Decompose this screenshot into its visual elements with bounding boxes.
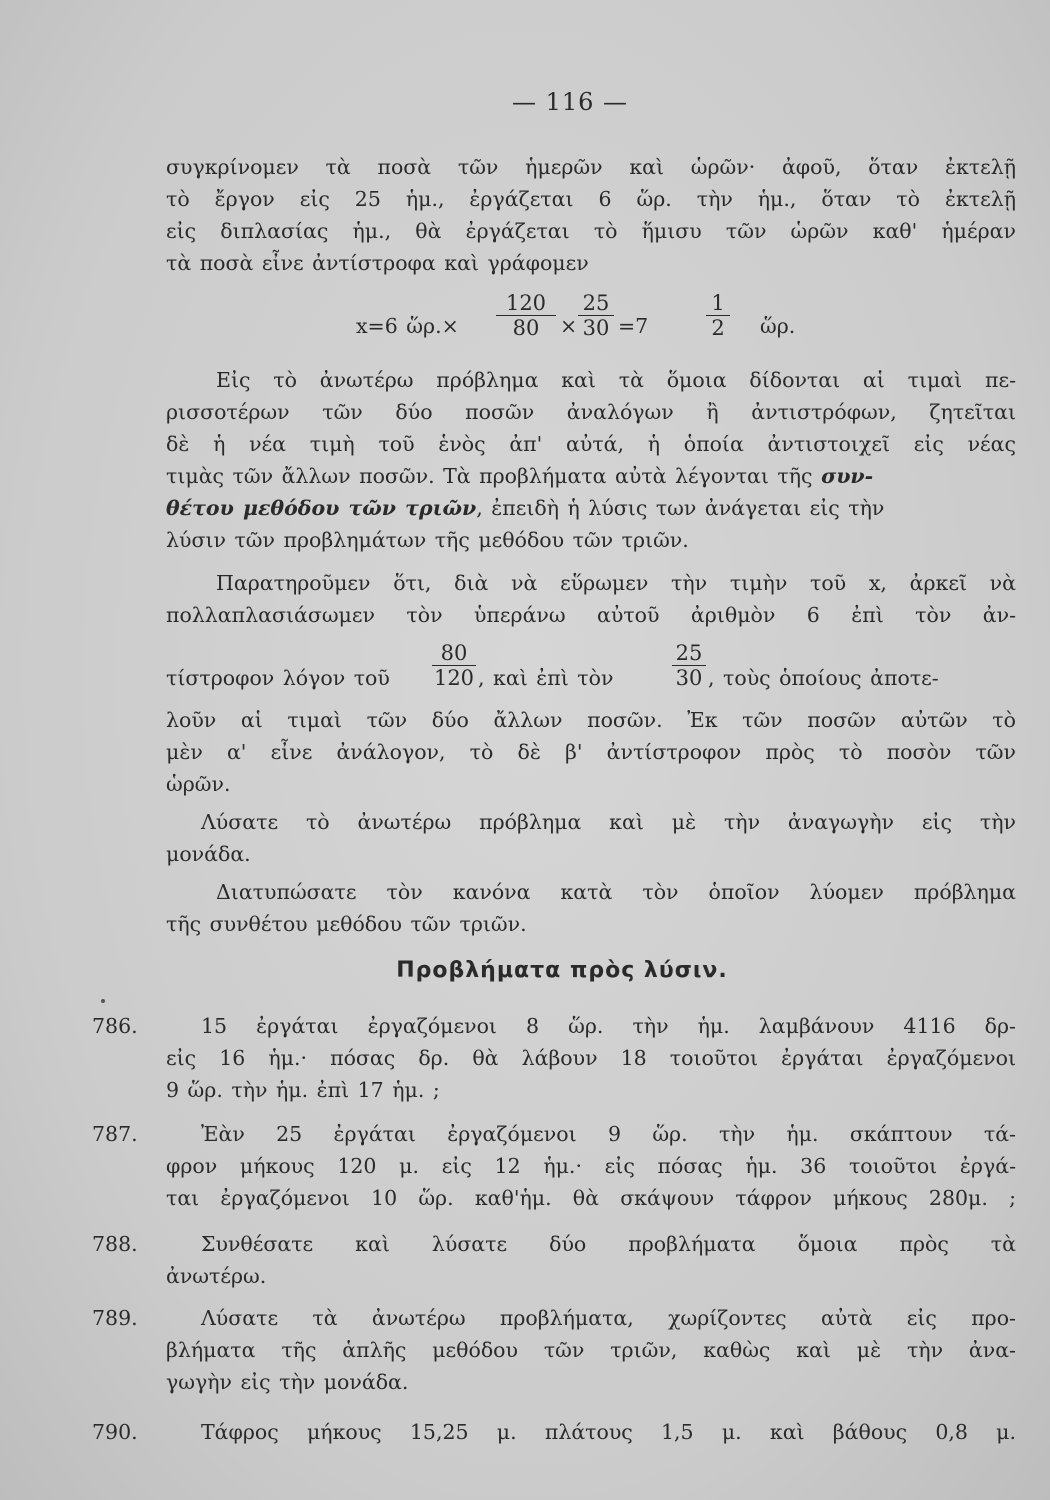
para5-line-1: Διατυπώσατε τὸν κανόνα κατὰ τὸν ὁποῖον λύομεν πρόβλημα <box>216 880 1016 904</box>
para2-line-3: δὲ ἡ νέα τιμὴ τοῦ ἑνὸς ἀπ' αὐτά, ἡ ὁποία ἀντιστοιχεῖ εἰς νέας <box>166 432 1016 456</box>
problem-789-line-2: βλήματα τῆς ἁπλῆς μεθόδου τῶν τριῶν, καθὼς καὶ μὲ τὴν ἀνα- <box>166 1338 1016 1362</box>
para1-line-4: τὰ ποσὰ εἶνε ἀντίστροφα καὶ γράφομεν <box>166 251 589 275</box>
para1-line-1: συγκρίνομεν τὰ ποσὰ τῶν ἡμερῶν καὶ ὡρῶν· ἀφοῦ, ὅταν ἐκτελῇ <box>166 155 1016 179</box>
formula-fraction-3-num: 1 <box>711 291 725 315</box>
para2-line-6: λύσιν τῶν προβλημάτων τῆς μεθόδου τῶν τριῶν. <box>166 528 689 552</box>
problem-788-number: 788. <box>92 1232 138 1256</box>
para3-line-3a: τίστροφον λόγον τοῦ <box>166 666 390 690</box>
para2-line-1: Εἰς τὸ ἀνωτέρω πρόβλημα καὶ τὰ ὅμοια δίδονται αἱ τιμαὶ πε- <box>216 368 1016 392</box>
formula-fraction-3 <box>706 292 730 339</box>
para3-fraction-b-den: 30 <box>675 666 703 690</box>
para2-line-5-text: , ἐπειδὴ ἡ λύσις των ἀνάγεται εἰς τὴν <box>476 496 885 520</box>
formula-fraction-1-num: 120 <box>505 291 547 315</box>
para1-line-2: τὸ ἔργον εἰς 25 ἡμ., ἐργάζεται 6 ὥρ. τὴν ἡμ., ὅταν τὸ ἐκτελῇ <box>166 187 1016 211</box>
para3-line-3b: , καὶ ἐπὶ τὸν <box>478 666 614 690</box>
problem-789-line-1: Λύσατε τὰ ἀνωτέρω προβλήματα, χωρίζοντες αὐτὰ εἰς προ- <box>201 1306 1016 1330</box>
problem-787-line-2: φρον μήκους 120 μ. εἰς 12 ἡμ.· εἰς πόσας ἡμ. 36 τοιοῦτοι ἐργά- <box>166 1154 1016 1178</box>
formula-times: × <box>560 314 578 338</box>
para3-line-4: λοῦν αἱ τιμαὶ τῶν δύο ἄλλων ποσῶν. Ἐκ τῶν ποσῶν αὐτῶν τὸ <box>166 708 1016 732</box>
formula-fraction-1 <box>496 292 556 339</box>
para1-line-3: εἰς διπλασίας ἡμ., θὰ ἐργάζεται τὸ ἥμισυ τῶν ὡρῶν καθ' ἡμέραν <box>166 219 1016 243</box>
para2-line-5 <box>166 494 1016 522</box>
ink-dot <box>101 999 105 1003</box>
problem-788-line-1: Συνθέσατε καὶ λύσατε δύο προβλήματα ὅμοια πρὸς τὰ <box>201 1232 1016 1256</box>
formula-fraction-2 <box>578 292 614 339</box>
formula-fraction-1-den: 80 <box>512 316 540 340</box>
formula-fraction-3-den: 2 <box>711 316 725 340</box>
para3-fraction-a-num: 80 <box>440 641 468 665</box>
para3-fraction-a <box>432 642 476 689</box>
problem-787-number: 787. <box>92 1122 138 1146</box>
para5-line-2: τῆς συνθέτου μεθόδου τῶν τριῶν. <box>166 912 527 936</box>
problem-787-line-3: ται ἐργαζόμενοι 10 ὥρ. καθ'ἡμ. θὰ σκάψουν τάφρον μήκους 280μ. ; <box>166 1186 1016 1210</box>
formula-lhs: x=6 ὥρ.× <box>356 314 459 338</box>
page-number: — 116 — <box>511 88 629 116</box>
problem-789-line-3: γωγὴν εἰς τὴν μονάδα. <box>166 1370 409 1394</box>
para3-fraction-a-den: 120 <box>433 666 475 690</box>
para3-line-5: μὲν α' εἶνε ἀνάλογον, τὸ δὲ β' ἀντίστροφον πρὸς τὸ ποσὸν τῶν <box>166 740 1016 764</box>
para2-line-4-italic: συν- <box>821 464 874 488</box>
para2-line-5-italic: θέτου μεθόδου τῶν τριῶν <box>166 496 477 520</box>
para3-line-3c: , τοὺς ὁποίους ἀποτε- <box>708 666 939 690</box>
para4-line-2: μονάδα. <box>166 842 251 866</box>
para3-line-6: ὡρῶν. <box>166 772 231 796</box>
section-heading: Προβλήματα πρὸς λύσιν. <box>396 958 728 983</box>
para3-line-2: πολλαπλασιάσωμεν τὸν ὑπεράνω αὐτοῦ ἀριθμὸν 6 ἐπὶ τὸν ἀν- <box>166 603 1016 627</box>
para2-line-2: ρισσοτέρων τῶν δύο ποσῶν ἀναλόγων ἢ ἀντιστρόφων, ζητεῖται <box>166 400 1016 424</box>
para4-line-1: Λύσατε τὸ ἀνωτέρω πρόβλημα καὶ μὲ τὴν ἀναγωγὴν εἰς τὴν <box>201 810 1016 834</box>
problem-790-number: 790. <box>92 1420 138 1444</box>
formula-equals: =7 <box>618 314 649 338</box>
para2-line-4-text: τιμὰς τῶν ἄλλων ποσῶν. Τὰ προβλήματα αὐτὰ λέγονται τῆς <box>166 464 813 488</box>
problem-790-line-1: Τάφρος μήκους 15,25 μ. πλάτους 1,5 μ. καὶ βάθους 0,8 μ. <box>201 1420 1016 1444</box>
para3-line-1: Παρατηροῦμεν ὅτι, διὰ νὰ εὕρωμεν τὴν τιμὴν τοῦ x, ἀρκεῖ νὰ <box>216 571 1016 595</box>
formula-fraction-2-den: 30 <box>582 316 610 340</box>
problem-788-line-2: ἀνωτέρω. <box>166 1264 267 1288</box>
problem-789-number: 789. <box>92 1306 138 1330</box>
problem-787-line-1: Ἐὰν 25 ἐργάται ἐργαζόμενοι 9 ὥρ. τὴν ἡμ. σκάπτουν τά- <box>201 1122 1016 1146</box>
problem-786-number: 786. <box>92 1014 138 1038</box>
problem-786-line-3: 9 ὥρ. τὴν ἡμ. ἐπὶ 17 ἡμ. ; <box>166 1078 440 1102</box>
para3-fraction-b-num: 25 <box>675 641 703 665</box>
para2-line-4 <box>166 462 1016 490</box>
formula-fraction-2-num: 25 <box>582 291 610 315</box>
problem-786-line-2: εἰς 16 ἡμ.· πόσας δρ. θὰ λάβουν 18 τοιοῦτοι ἐργάται ἐργαζόμενοι <box>166 1046 1016 1070</box>
para3-fraction-b <box>672 642 706 689</box>
formula-unit: ὥρ. <box>760 314 796 338</box>
problem-786-line-1: 15 ἐργάται ἐργαζόμενοι 8 ὥρ. τὴν ἡμ. λαμβάνουν 4116 δρ- <box>201 1014 1016 1038</box>
